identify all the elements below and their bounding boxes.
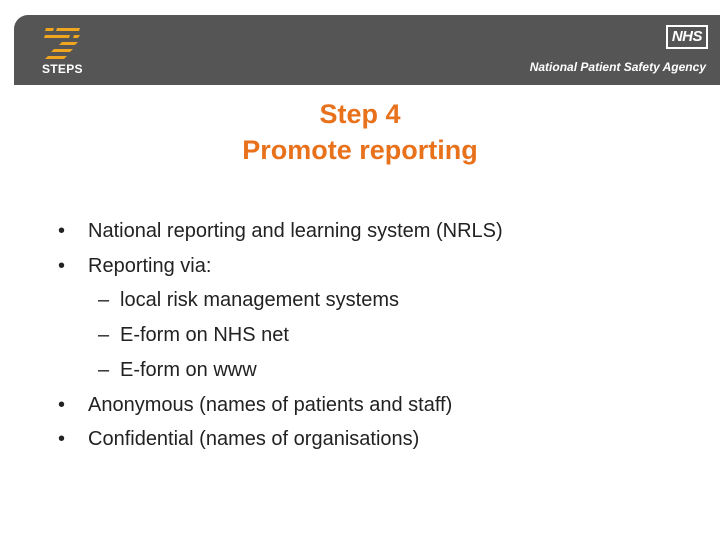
sub-bullet-text: E-form on NHS net: [120, 324, 289, 347]
bullet-item: [58, 249, 708, 284]
bullet-marker: •: [58, 393, 66, 416]
sub-bullet-text: E-form on www: [120, 358, 257, 381]
sub-bullet-marker: –: [98, 324, 110, 347]
title-line-2: Promote reporting: [242, 135, 478, 165]
sub-bullet-item: [58, 283, 708, 318]
bullet-marker: •: [58, 254, 66, 277]
bullet-text: National reporting and learning system (NRLS): [88, 220, 503, 242]
bullet-text: Anonymous (names of patients and staff): [88, 393, 453, 416]
bullet-list: [58, 214, 708, 457]
bullet-text: Reporting via:: [88, 254, 212, 277]
header-bar: [14, 15, 720, 85]
sub-bullet-item: [58, 353, 708, 388]
bullet-item: [58, 388, 708, 423]
slide-title: [0, 96, 720, 168]
sub-bullet-marker: –: [98, 289, 110, 312]
sub-bullet-text: local risk management systems: [120, 289, 399, 312]
sub-bullet-marker: –: [98, 358, 110, 381]
title-line-1: Step 4: [319, 99, 401, 129]
bullet-marker: •: [58, 220, 66, 242]
sub-bullet-item: [58, 318, 708, 353]
bullet-marker: •: [58, 428, 66, 451]
nhs-logo: NHS: [666, 25, 708, 49]
agency-name: National Patient Safety Agency: [529, 60, 706, 74]
bullet-text: Confidential (names of organisations): [88, 428, 420, 451]
bullet-item: [58, 422, 708, 457]
bullet-item: [58, 214, 708, 249]
steps-logo-text: STEPS: [42, 62, 83, 76]
